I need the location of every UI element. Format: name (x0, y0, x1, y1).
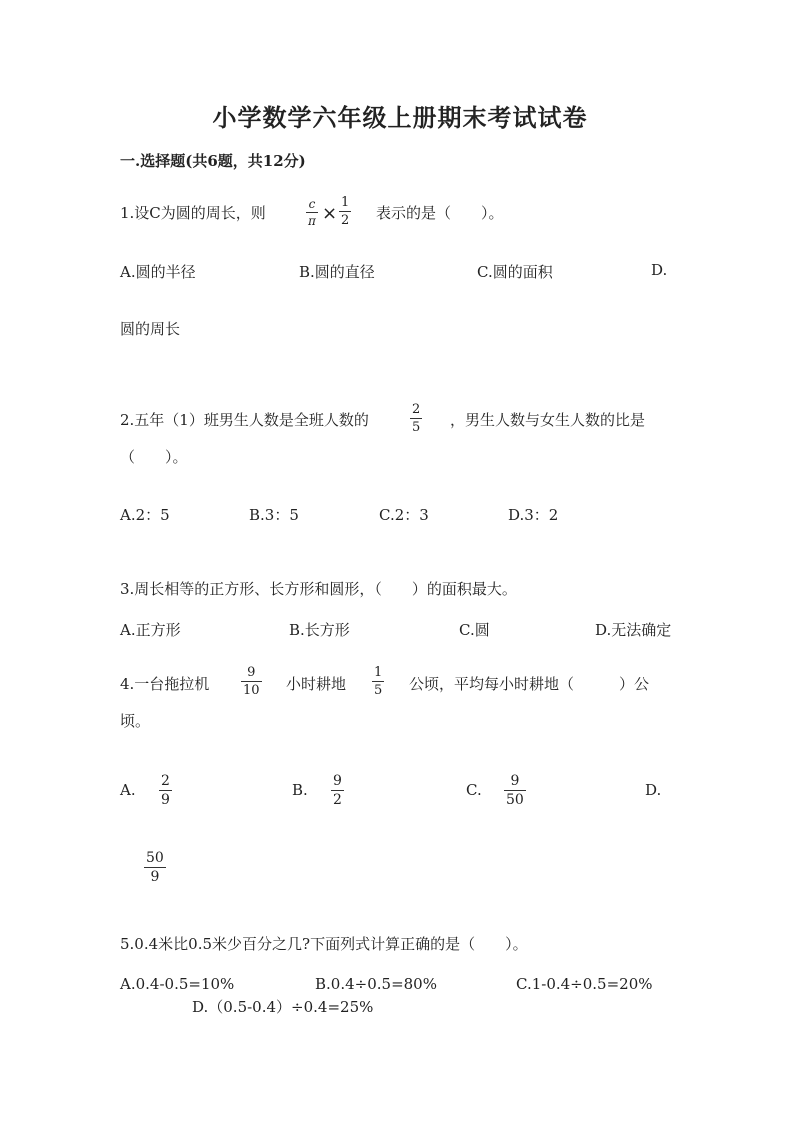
fraction-numerator: 1 (341, 195, 350, 210)
fraction-numerator: 2 (412, 402, 421, 417)
question-4-line-2: 顷。 (120, 712, 151, 730)
question-1-option-c[interactable]: C.圆的面积 (477, 263, 553, 281)
question-4-option-c-label[interactable]: C. (466, 781, 482, 799)
question-5-option-b[interactable]: B.0.4÷0.5=80% (315, 975, 437, 993)
question-5-text: 5.0.4米比0.5米少百分之几?下面列式计算正确的是（ ）。 (120, 935, 528, 953)
question-4-option-b-label[interactable]: B. (292, 781, 308, 799)
question-4-option-d-label[interactable]: D. (645, 781, 662, 799)
fraction-denominator: 2 (333, 792, 342, 808)
question-2-option-a[interactable]: A.2：5 (120, 506, 170, 524)
question-1-text-before: 1.设C为圆的周长，则 (120, 204, 266, 222)
question-4-option-a-fraction (159, 774, 172, 807)
question-5-option-d[interactable]: D.（0.5-0.4）÷0.4=25% (192, 998, 374, 1016)
fraction-denominator: 5 (412, 420, 421, 435)
question-2-line-2: （ ）。 (120, 448, 188, 466)
question-3-text: 3.周长相等的正方形、长方形和圆形，（ ）的面积最大。 (120, 580, 517, 598)
question-3-option-c[interactable]: C.圆 (459, 621, 490, 639)
fraction-denominator: 50 (506, 792, 524, 808)
question-1-option-d-label[interactable]: D. (651, 261, 668, 279)
question-4-text-part-2: 小时耕地 (286, 675, 347, 693)
fraction-numerator: 50 (146, 850, 164, 866)
question-1-fraction-c-over-pi (306, 198, 318, 227)
question-2-text-after: ，男生人数与女生人数的比是 (450, 411, 646, 429)
question-1-text-after: 表示的是（ ）。 (376, 204, 504, 222)
question-4-text-part-3: 公顷，平均每小时耕地（ ）公 (409, 675, 650, 693)
question-5-option-a[interactable]: A.0.4-0.5=10% (120, 975, 235, 993)
question-3-option-a[interactable]: A.正方形 (120, 621, 181, 639)
question-4-option-c-fraction (504, 774, 526, 807)
times-sign: × (322, 203, 338, 224)
fraction-numerator: 9 (510, 773, 520, 789)
question-5-option-c[interactable]: C.1-0.4÷0.5=20% (516, 975, 653, 993)
question-2-option-c[interactable]: C.2：3 (379, 506, 429, 524)
fraction-numerator: c (308, 197, 316, 211)
fraction-denominator: π (308, 214, 316, 228)
question-3-option-d[interactable]: D.无法确定 (595, 621, 672, 639)
question-4-fraction-1-5 (372, 666, 384, 697)
question-2-fraction (410, 403, 422, 434)
fraction-denominator: 9 (161, 792, 170, 808)
question-1-option-d-text: 圆的周长 (120, 320, 181, 338)
question-4-text-part-1: 4.一台拖拉机 (120, 675, 210, 693)
fraction-denominator: 9 (150, 869, 160, 885)
question-1-option-b[interactable]: B.圆的直径 (299, 263, 375, 281)
fraction-denominator: 5 (374, 683, 383, 698)
fraction-numerator: 2 (161, 773, 170, 789)
question-2-option-b[interactable]: B.3：5 (249, 506, 299, 524)
question-4-fraction-9-10 (241, 666, 262, 697)
question-3-option-b[interactable]: B.长方形 (289, 621, 350, 639)
fraction-numerator: 1 (374, 665, 383, 680)
question-1-fraction-one-half (339, 196, 351, 227)
question-2-option-d[interactable]: D.3：2 (508, 506, 559, 524)
fraction-numerator: 9 (333, 773, 342, 789)
question-4-option-b-fraction (331, 774, 344, 807)
section-heading: 一.选择题(共6题，共12分) (120, 152, 306, 170)
question-1-option-a[interactable]: A.圆的半径 (120, 263, 196, 281)
page-title: 小学数学六年级上册期末考试试卷 (212, 103, 588, 132)
question-2-text-before: 2.五年（1）班男生人数是全班人数的 (120, 411, 369, 429)
fraction-numerator: 9 (247, 665, 256, 680)
fraction-denominator: 2 (341, 213, 350, 228)
fraction-denominator: 10 (243, 683, 260, 698)
question-4-option-a-label[interactable]: A. (120, 781, 136, 799)
question-4-option-d-fraction (144, 851, 166, 884)
